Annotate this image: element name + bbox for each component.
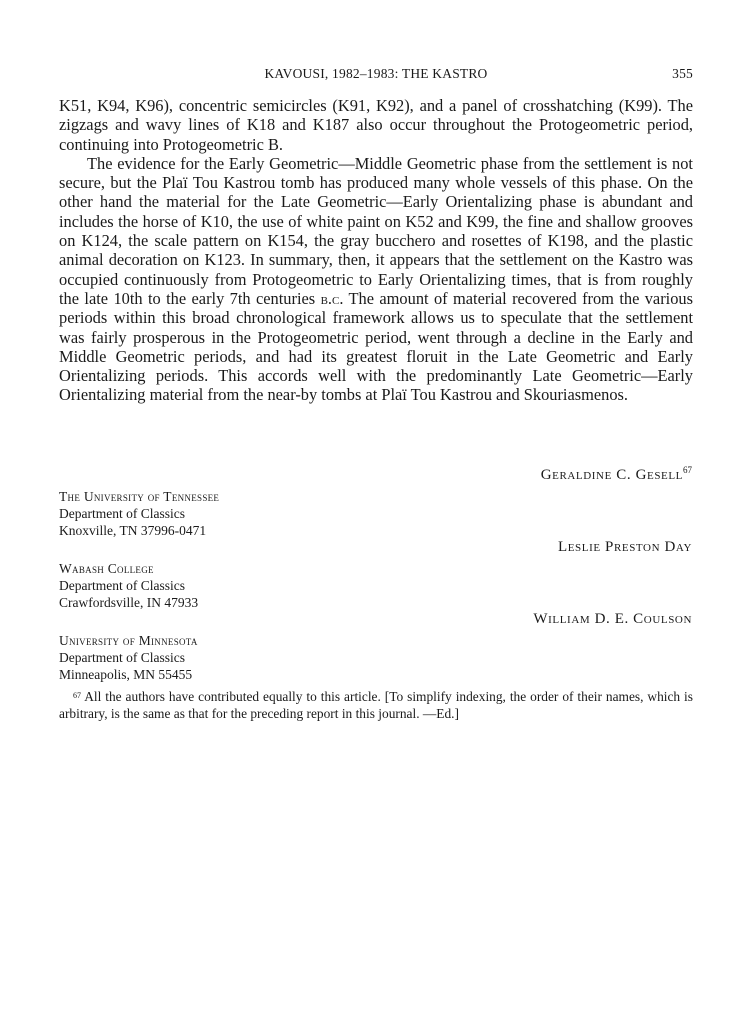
institution: The University of Tennessee xyxy=(59,489,220,504)
institution: Wabash College xyxy=(59,561,154,576)
page-number: 355 xyxy=(672,66,693,81)
footnote-number: 67 xyxy=(73,691,81,700)
institution: University of Minnesota xyxy=(59,633,198,648)
affiliation-2 xyxy=(59,560,198,611)
address: Crawfordsville, IN 47933 xyxy=(59,595,199,610)
author-3 xyxy=(533,611,692,628)
running-head xyxy=(59,66,693,84)
paragraph-2-part-1: The evidence for the Early Geometric—Middle Geometric phase from the settlement is not secure, but the Plaï Tou Kastrou tomb has produced many whole vessels of this phase. On the other hand the material for the Late Geometric—Early Orientalizing phase is abundant and includes the horse of K10, the use of white paint on K52 and K99, the fine and shallow grooves on K124, the scale pattern on K154, the gray bucchero and rosettes of K198, and the plastic animal decoration on K123. In summary, then, it appears that the settlement on the Kastro was occupied continuously from Protogeometric to Early Orientalizing times, that is from roughly the late 10th to the early 7th centuries xyxy=(59,153,693,308)
footnote-marker: 67 xyxy=(683,465,692,475)
department: Department of Classics xyxy=(59,506,185,521)
running-title: KAVOUSI, 1982–1983: THE KASTRO xyxy=(264,66,488,81)
paragraph-2 xyxy=(59,154,693,405)
footnote-text: All the authors have contributed equally to this article. [To simplify indexing, the order of their names, which is arbitrary, is the same as that for the preceding report in this journal. —Ed.] xyxy=(59,689,693,721)
affiliation-3 xyxy=(59,632,198,683)
author-name: Geraldine C. Gesell xyxy=(540,467,683,483)
author-1 xyxy=(541,467,692,484)
department: Department of Classics xyxy=(59,578,185,593)
address: Knoxville, TN 37996-0471 xyxy=(59,523,207,538)
address: Minneapolis, MN 55455 xyxy=(59,667,193,682)
author-name: Leslie Preston Day xyxy=(557,539,692,555)
body-text xyxy=(59,96,693,405)
paragraph-2-part-2: The amount of material recovered from the various periods within this broad chronological framework allows us to speculate that the settlement was fairly prosperous in the Protogeometric period, went through a decline in the Early and Middle Geometric periods, and had its greatest floruit in the Late Geometric and Early Orientalizing periods. This accords well with the predominantly Late Geometric—Early Orientalizing material from the near-by tombs at Plaï Tou Kastrou and Skouriasmenos. xyxy=(59,288,693,405)
department: Department of Classics xyxy=(59,650,185,665)
author-name: William D. E. Coulson xyxy=(533,611,692,627)
era-abbreviation: b.c. xyxy=(320,288,344,308)
footnote xyxy=(59,688,693,722)
paragraph-1: K51, K94, K96), concentric semicircles (K91, K92), and a panel of crosshatching (K99). The zigzags and wavy lines of K18 and K187 also occur throughout the Protogeometric period, continuing into Protogeometric B. xyxy=(59,96,693,154)
affiliation-1 xyxy=(59,488,219,539)
author-2 xyxy=(558,539,692,556)
